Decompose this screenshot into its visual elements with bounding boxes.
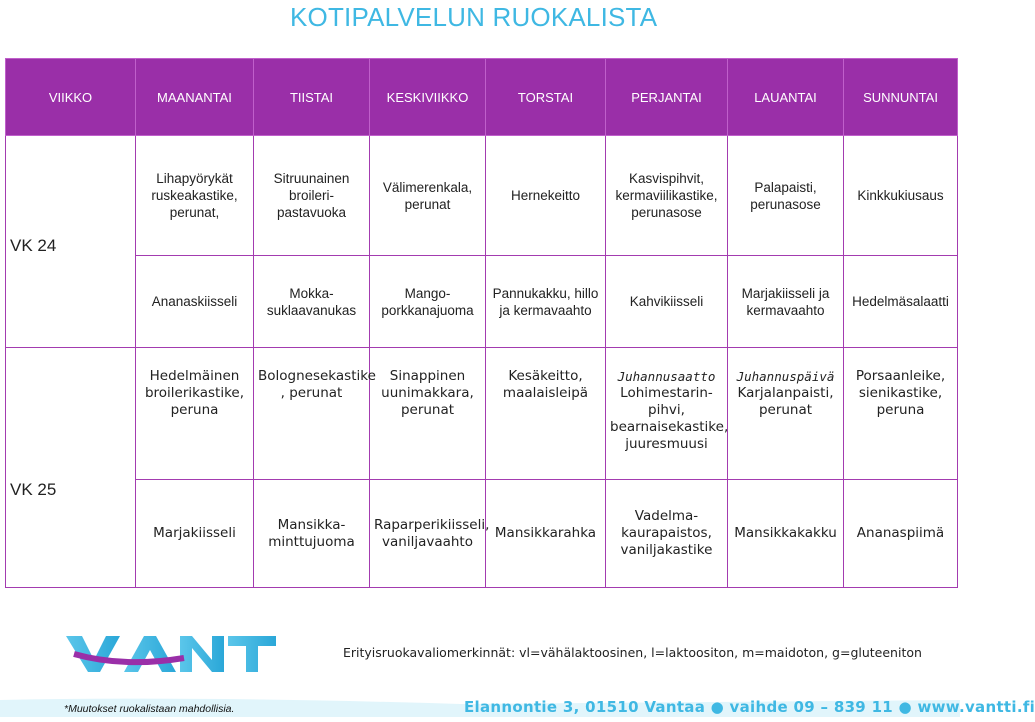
dish-line: Raparperikiisseli, [374,516,490,533]
main-course-cell [370,136,486,256]
dish-line: peruna [170,402,219,418]
dish-line: Lihapyörykät [156,171,233,186]
main-course-row [6,136,958,256]
main-course-cell [486,348,606,480]
dish-line: , perunat [280,385,343,401]
dessert-cell [136,256,254,348]
dish-line: Sinappinen [389,368,466,384]
dish-line: suklaavanukas [266,302,357,318]
dish-line: Pannukakku, hillo [492,285,599,301]
dessert-cell [486,256,606,348]
vantti-logo [64,630,278,676]
week-label [6,136,136,348]
main-course-cell [486,136,606,256]
dish-line: vaniljavaahto [382,533,473,550]
week-label [6,348,136,588]
dish-line: kermavaahto [746,302,825,318]
week-number: VK 25 [10,479,57,499]
holiday-label: Juhannuspäivä [736,369,835,384]
dish-line: perunat [404,196,451,212]
main-course-cell [844,348,958,480]
header-day: MAANANTAI [136,59,254,136]
dish-line: peruna [876,402,925,418]
dish-line: Marjakiisseli ja [741,285,830,301]
dish-line: Sitruunainen [273,171,350,186]
dish-line: ja kermavaahto [499,302,592,318]
main-course-cell [606,348,728,480]
dish-line: kermaviilikastike, [615,188,718,203]
dish-line: ruskeakastike, [151,188,238,203]
dessert-cell [136,480,254,588]
header-day: SUNNUNTAI [844,59,958,136]
dish-line: Mango- [404,285,451,301]
dish-line: Kahvikiisseli [629,294,704,309]
dessert-cell [844,256,958,348]
menu-table [5,58,958,588]
dish-line: perunasose [631,205,702,220]
dish-line: porkkanajuoma [381,302,474,318]
dish-line: Marjakiisseli [153,525,236,541]
dessert-row [6,480,958,588]
main-course-cell [136,348,254,480]
dish-line: maalaisleipä [502,385,589,401]
main-course-cell [844,136,958,256]
main-course-cell [728,348,844,480]
dish-line: Lohimestarin- [620,385,713,401]
dish-line: perunat [758,402,813,418]
header-day: TORSTAI [486,59,606,136]
dessert-cell [254,256,370,348]
header-day: KESKIVIIKKO [370,59,486,136]
main-course-cell [136,136,254,256]
holiday-label: Juhannusaatto [617,369,716,384]
dish-line: kaurapaistos, [621,525,712,541]
dish-line: Karjalanpaisti, [737,385,834,401]
dish-line: sienikastike, [858,385,943,401]
dessert-row [6,256,958,348]
contact-info: Elannontie 3, 01510 Vantaa ● vaihde 09 – 839 11 ● www.vantti.fi [464,698,1035,716]
dish-line: Kasvispihvit, [628,171,705,186]
changes-note: *Muutokset ruokalistaan mahdollisia. [64,703,235,715]
dish-line: minttujuoma [268,533,355,550]
dish-line: Mansikkakakku [734,525,837,541]
week-number: VK 24 [10,235,57,255]
dish-line: Hedelmäinen [149,368,240,384]
dish-line: bearnaisekastike, [610,419,729,435]
dish-line: Hedelmäsalaatti [852,294,949,309]
dish-line: Mansikka- [277,516,346,533]
dish-line: Palapaisti, [754,179,817,195]
dish-line: Hernekeitto [510,188,581,203]
dessert-cell [254,480,370,588]
dish-line: broilerikastike, [144,385,245,401]
dish-line: broileri- [288,188,334,203]
dish-line: pihvi, [648,402,685,418]
diet-legend: Erityisruokavaliomerkinnät: vl=vähälaktoosinen, l=laktoositon, m=maidoton, g=gluteeniton [343,645,922,660]
header-day: PERJANTAI [606,59,728,136]
dish-line: Bolognesekastike [258,368,376,384]
dish-line: Välimerenkala, [382,179,473,195]
dish-line: perunasose [750,196,821,212]
header-row [6,59,958,136]
dessert-cell [728,256,844,348]
dish-line: Kinkkukiusaus [857,188,944,203]
dish-line: Ananaspiimä [856,525,945,541]
main-course-row [6,348,958,480]
dish-line: Mansikkarahka [494,525,597,541]
main-course-cell [254,348,376,480]
dish-line: perunat [400,402,455,418]
dessert-cell [370,480,490,588]
main-course-cell [606,136,728,256]
header-day: LAUANTAI [728,59,844,136]
header-day: TIISTAI [254,59,370,136]
dish-line: uunimakkara, [381,385,474,401]
dish-line: perunat, [169,205,220,220]
dessert-cell [486,480,606,588]
dessert-cell [844,480,958,588]
dessert-cell [606,256,728,348]
dish-line: Kesäkeitto, [508,368,583,384]
dessert-cell [728,480,844,588]
dessert-cell [370,256,486,348]
main-course-cell [370,348,486,480]
dish-line: Porsaanleike, [855,368,946,384]
header-week: VIIKKO [6,59,136,136]
dish-line: pastavuoka [276,205,347,220]
dish-line: juuresmuusi [625,436,708,452]
dish-line: Ananaskiisseli [151,294,238,309]
main-course-cell [728,136,844,256]
dish-line: vaniljakastike [620,542,713,558]
dish-line: Mokka- [289,285,334,301]
main-course-cell [254,136,370,256]
dessert-cell [606,480,728,588]
page-title: KOTIPALVELUN RUOKALISTA [290,2,658,32]
dish-line: Vadelma- [634,508,699,524]
